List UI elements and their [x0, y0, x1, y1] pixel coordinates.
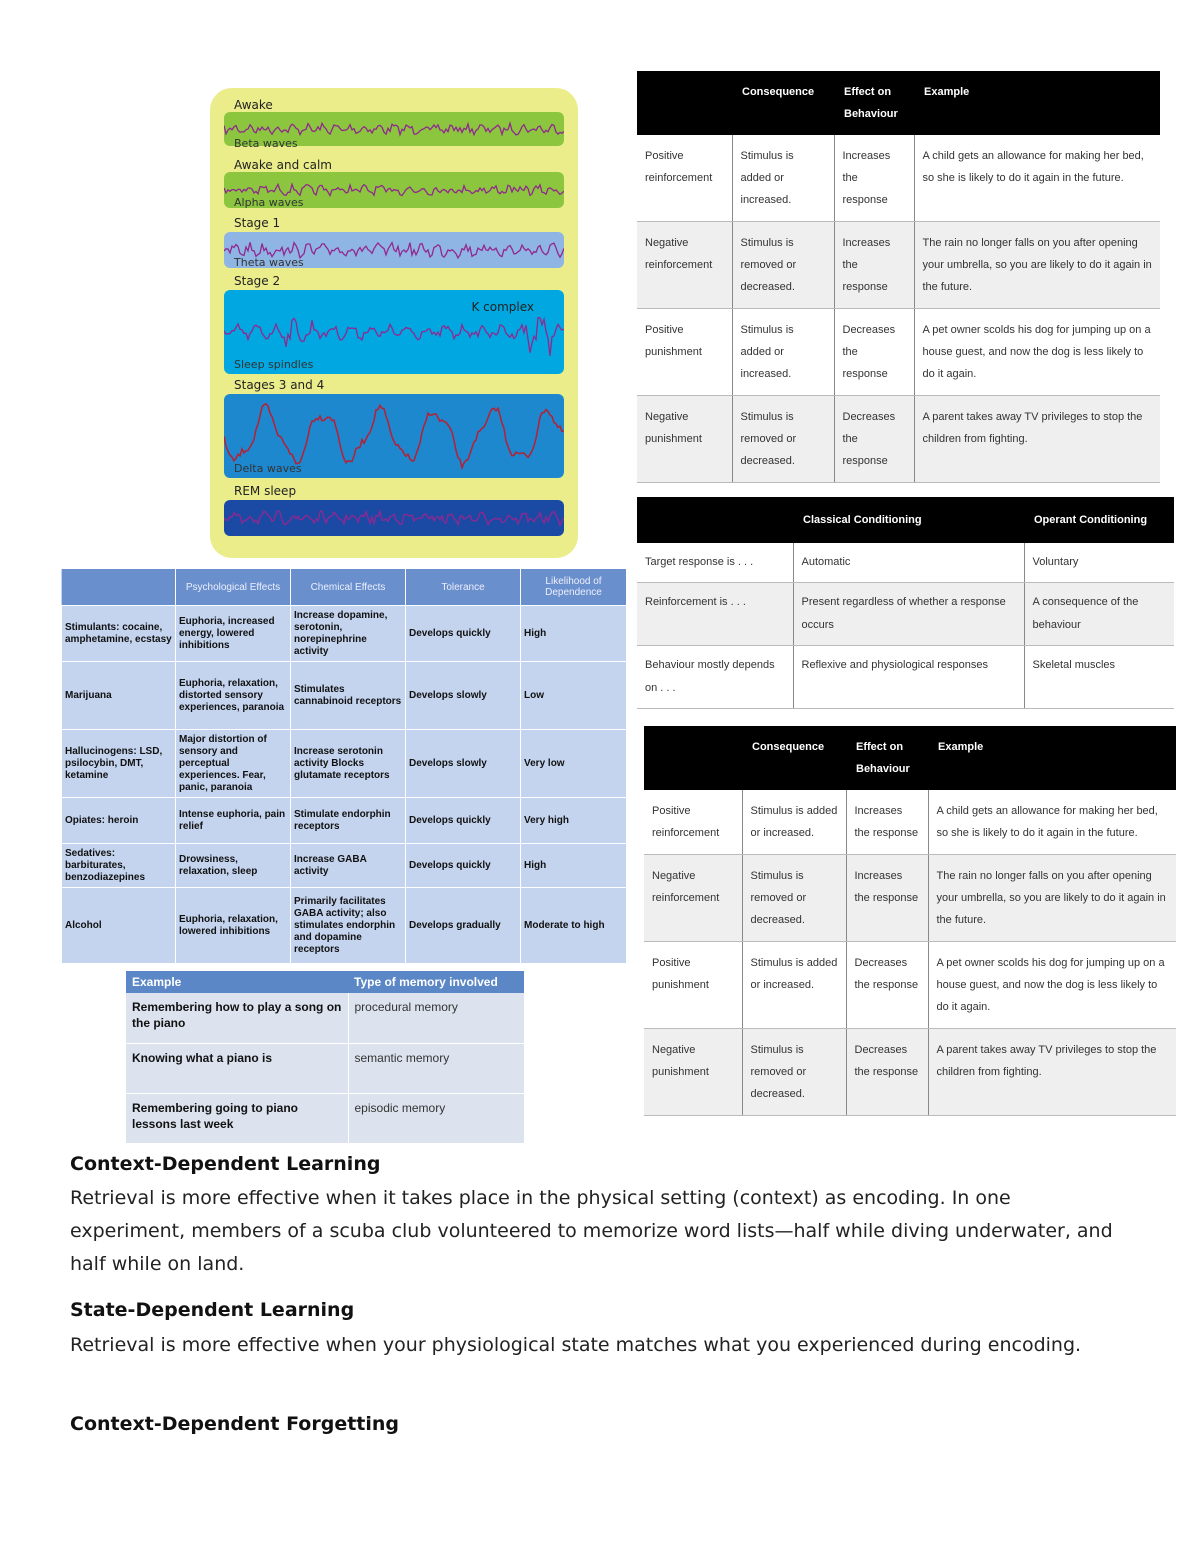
section-paragraph: Retrieval is more effective when your physiological state matches what you experienced during encoding.	[70, 1334, 1082, 1356]
table-cell: Decreases the response	[846, 1029, 928, 1116]
table-row	[637, 646, 1174, 709]
table-row	[644, 1029, 1176, 1116]
header-cell	[644, 726, 742, 790]
section-paragraph: Retrieval is more effective when it takes place in the physical setting (context) as encoding. In one experiment, members of a scuba club volunteered to memorize word lists—half while diving underwater, and half while on land.	[70, 1187, 1113, 1275]
table-cell: Increase serotonin activity Blocks glutamate receptors	[291, 730, 406, 798]
table-cell: Develops quickly	[406, 606, 521, 662]
stage-label: Stages 3 and 4	[234, 378, 325, 392]
table-cell: Stimulus is removed or decreased.	[742, 855, 846, 942]
wave-label: Theta waves	[234, 256, 304, 269]
wave-label: Beta waves	[234, 137, 298, 150]
table-cell: Increase GABA activity	[291, 844, 406, 888]
table-cell: Behaviour mostly depends on . . .	[637, 646, 793, 709]
table-row	[126, 1093, 524, 1143]
table-cell: High	[521, 606, 627, 662]
section-heading: Context-Dependent Learning	[70, 1153, 381, 1175]
table-cell: High	[521, 844, 627, 888]
table-cell: Stimulus is added or increased.	[732, 309, 834, 396]
table-cell: A pet owner scolds his dog for jumping up on a house guest, and now the dog is less likely to do it again.	[914, 309, 1160, 396]
table-cell: Stimulate endorphin receptors	[291, 798, 406, 844]
table-cell: semantic memory	[348, 1043, 524, 1093]
table-cell: Primarily facilitates GABA activity; also stimulates endorphin and dopamine receptors	[291, 888, 406, 964]
table-row	[126, 1043, 524, 1093]
stage-label: Stage 1	[234, 216, 281, 230]
table-cell: A pet owner scolds his dog for jumping up on a house guest, and now the dog is less likely to do it again.	[928, 942, 1176, 1029]
table-row	[637, 543, 1174, 583]
table-cell: Euphoria, relaxation, distorted sensory experiences, paranoia	[176, 662, 291, 730]
memory-types-table	[126, 971, 524, 1144]
section-heading: State-Dependent Learning	[70, 1299, 355, 1321]
table-cell: Stimulus is added or increased.	[742, 790, 846, 855]
table-cell: Decreases the response	[834, 309, 914, 396]
header-cell: Likelihood of Dependence	[521, 569, 627, 606]
header-cell: Effect on Behaviour	[834, 71, 914, 135]
header-cell: Example	[928, 726, 1176, 790]
wave-label: Alpha waves	[234, 196, 304, 209]
header-cell: Operant Conditioning	[1024, 497, 1174, 543]
table-header-row	[637, 71, 1160, 135]
table-cell: Develops slowly	[406, 730, 521, 798]
table-cell: Low	[521, 662, 627, 730]
wave-band	[224, 500, 564, 536]
table-cell: Increases the response	[834, 135, 914, 222]
table-cell: Develops quickly	[406, 798, 521, 844]
operant-conditioning-table-1	[637, 71, 1160, 483]
table-row	[62, 662, 627, 730]
header-cell: Example	[126, 971, 348, 993]
table-row	[637, 309, 1160, 396]
table-cell: Decreases the response	[834, 396, 914, 483]
table-cell: Moderate to high	[521, 888, 627, 964]
header-cell: Classical Conditioning	[793, 497, 1024, 543]
table-row	[637, 583, 1174, 646]
table-cell: The rain no longer falls on you after opening your umbrella, so you are likely to do it again in the future.	[914, 222, 1160, 309]
table-cell: Major distortion of sensory and perceptual experiences. Fear, panic, paranoia	[176, 730, 291, 798]
table-cell: Positive punishment	[637, 309, 732, 396]
table-row	[62, 606, 627, 662]
table-cell: Alcohol	[62, 888, 176, 964]
table-cell: Drowsiness, relaxation, sleep	[176, 844, 291, 888]
stage-label: Stage 2	[234, 274, 281, 288]
table-row	[644, 855, 1176, 942]
header-cell: Example	[914, 71, 1160, 135]
header-cell: Consequence	[732, 71, 834, 135]
k-complex-label: K complex	[471, 300, 534, 314]
table-row	[644, 942, 1176, 1029]
wave-label: Sleep spindles	[234, 358, 314, 371]
table-header-row	[126, 971, 524, 993]
table-row	[62, 798, 627, 844]
header-cell: Chemical Effects	[291, 569, 406, 606]
table-cell: Stimulus is removed or decreased.	[732, 396, 834, 483]
table-row	[62, 730, 627, 798]
header-cell: Consequence	[742, 726, 846, 790]
table-row	[637, 396, 1160, 483]
operant-conditioning-table-2	[644, 726, 1176, 1116]
table-cell: Automatic	[793, 543, 1024, 583]
table-cell: Remembering going to piano lessons last week	[126, 1093, 348, 1143]
table-cell: A child gets an allowance for making her bed, so she is likely to do it again in the future.	[914, 135, 1160, 222]
table-cell: Remembering how to play a song on the piano	[126, 993, 348, 1043]
table-cell: The rain no longer falls on you after opening your umbrella, so you are likely to do it again in the future.	[928, 855, 1176, 942]
table-header-row	[644, 726, 1176, 790]
table-header-row	[637, 497, 1174, 543]
header-cell: Tolerance	[406, 569, 521, 606]
table-cell: Hallucinogens: LSD, psilocybin, DMT, ketamine	[62, 730, 176, 798]
table-cell: Reinforcement is . . .	[637, 583, 793, 646]
header-cell	[62, 569, 176, 606]
table-cell: Negative reinforcement	[644, 855, 742, 942]
table-cell: Skeletal muscles	[1024, 646, 1174, 709]
table-cell: Very low	[521, 730, 627, 798]
table-cell: Increase dopamine, serotonin, norepinephrine activity	[291, 606, 406, 662]
table-cell: Develops slowly	[406, 662, 521, 730]
table-cell: Stimulus is added or increased.	[742, 942, 846, 1029]
table-cell: Very high	[521, 798, 627, 844]
sleep-stages-figure	[210, 88, 578, 558]
table-cell: Negative reinforcement	[637, 222, 732, 309]
table-cell: Sedatives: barbiturates, benzodiazepines	[62, 844, 176, 888]
table-cell: Positive reinforcement	[644, 790, 742, 855]
table-cell: Develops gradually	[406, 888, 521, 964]
table-cell: Marijuana	[62, 662, 176, 730]
table-cell: Target response is . . .	[637, 543, 793, 583]
table-cell: Positive punishment	[644, 942, 742, 1029]
table-cell: Euphoria, increased energy, lowered inhibitions	[176, 606, 291, 662]
table-cell: A parent takes away TV privileges to stop the children from fighting.	[928, 1029, 1176, 1116]
table-cell: Decreases the response	[846, 942, 928, 1029]
table-cell: Reflexive and physiological responses	[793, 646, 1024, 709]
table-cell: Negative punishment	[644, 1029, 742, 1116]
header-cell	[637, 497, 793, 543]
table-row	[126, 993, 524, 1043]
table-cell: Increases the response	[846, 790, 928, 855]
table-cell: Opiates: heroin	[62, 798, 176, 844]
table-row	[62, 844, 627, 888]
header-cell: Effect on Behaviour	[846, 726, 928, 790]
table-cell: Stimulus is removed or decreased.	[732, 222, 834, 309]
stage-label: Awake and calm	[234, 158, 332, 172]
table-cell: A consequence of the behaviour	[1024, 583, 1174, 646]
table-cell: Develops quickly	[406, 844, 521, 888]
table-cell: Stimulants: cocaine, amphetamine, ecstasy	[62, 606, 176, 662]
section-heading: Context-Dependent Forgetting	[70, 1413, 400, 1435]
table-header-row	[62, 569, 627, 606]
table-cell: Increases the response	[846, 855, 928, 942]
table-cell: Present regardless of whether a response occurs	[793, 583, 1024, 646]
stage-label: Awake	[234, 98, 273, 112]
table-cell: Positive reinforcement	[637, 135, 732, 222]
table-cell: procedural memory	[348, 993, 524, 1043]
header-cell	[637, 71, 732, 135]
table-cell: Increases the response	[834, 222, 914, 309]
table-row	[637, 222, 1160, 309]
table-cell: A parent takes away TV privileges to stop the children from fighting.	[914, 396, 1160, 483]
table-cell: A child gets an allowance for making her bed, so she is likely to do it again in the future.	[928, 790, 1176, 855]
table-cell: Intense euphoria, pain relief	[176, 798, 291, 844]
table-row	[644, 790, 1176, 855]
table-cell: Stimulus is added or increased.	[732, 135, 834, 222]
header-cell: Psychological Effects	[176, 569, 291, 606]
header-cell: Type of memory involved	[348, 971, 524, 993]
table-row	[62, 888, 627, 964]
table-cell: Euphoria, relaxation, lowered inhibitions	[176, 888, 291, 964]
drug-effects-table	[61, 569, 627, 964]
rem-wave	[224, 500, 564, 536]
table-cell: Stimulates cannabinoid receptors	[291, 662, 406, 730]
table-cell: Knowing what a piano is	[126, 1043, 348, 1093]
table-cell: episodic memory	[348, 1093, 524, 1143]
stage-label: REM sleep	[234, 484, 297, 498]
classical-vs-operant-table	[637, 497, 1174, 709]
table-cell: Negative punishment	[637, 396, 732, 483]
wave-label: Delta waves	[234, 462, 302, 475]
table-cell: Stimulus is removed or decreased.	[742, 1029, 846, 1116]
table-cell: Voluntary	[1024, 543, 1174, 583]
table-row	[637, 135, 1160, 222]
